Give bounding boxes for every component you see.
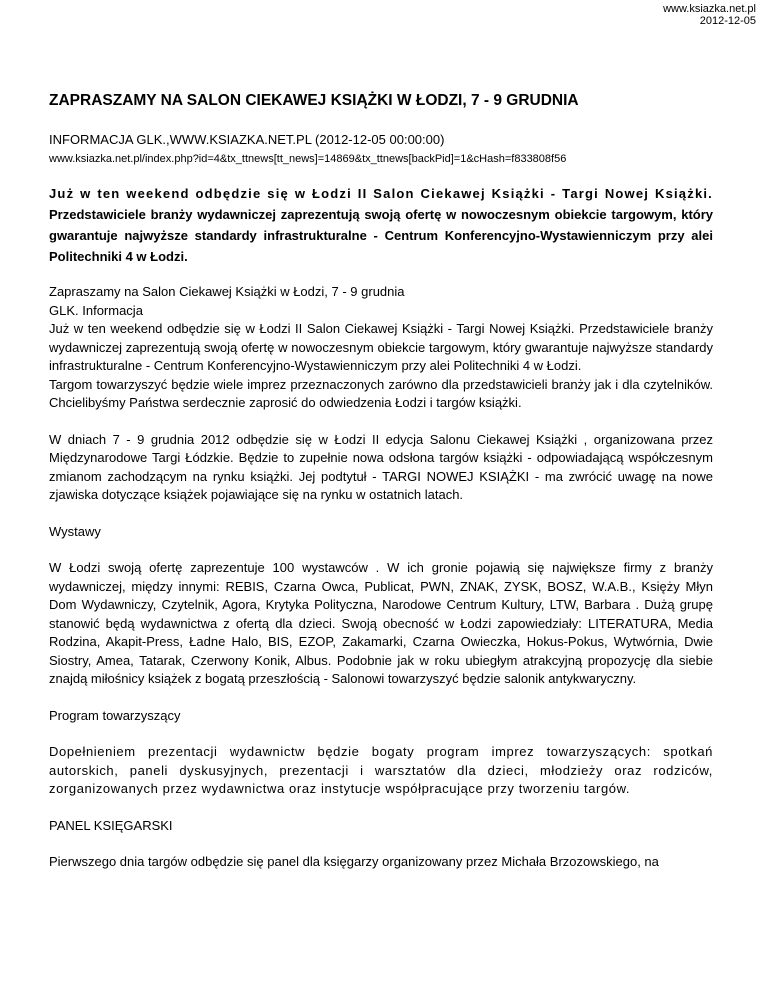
heading-panel: PANEL KSIĘGARSKI <box>49 817 173 833</box>
program-paragraph: Dopełnieniem prezentacji wydawnictw będzie bogaty program imprez towarzyszących: spotkań autorskich, paneli dyskusyjnych, prezentacji i warsztatów dla dzieci, młodzieży oraz rodziców, zorganizowanych przez wydawnictwa oraz instytucje współpracujące przy tworzeniu targów. <box>49 744 713 796</box>
header-date: 2012-12-05 <box>699 15 756 27</box>
exhibitions-paragraph: W Łodzi swoją ofertę zaprezentuje 100 wystawców . W ich gronie pojawią się największe firmy z branży wydawniczej, między innymi: REBIS, Czarna Owca, Publicat, PWN, ZNAK, ZYSK, BOSZ, W.A.B., Księży Młyn Dom Wydawniczy, Czytelnik, Agora, Krytyka Polityczna, Narodowe Centrum Kultury, LTW, Barbara . Dużą grupę stanowić będą wydawnictwa z ofertą dla dzieci. Swoją obecność w Łodzi zapowiedziały: LITERATURA, Media Rodzina, Akapit-Press, Ładne Halo, BIS, EZOP, Zakamarki, Czarna Owieczka, Hokus-Pokus, Wytwórnia, Dwie Siostry, Amea, Tatarak, Czerwony Konik, Albus. Podobnie jak w roku ubiegłym atrakcyjną propozycję dla siebie znajdą miłośnicy książek z bogatą przeszłością - Salonowi towarzyszyć będzie salonik antykwaryczny. <box>49 560 713 686</box>
heading-exhibitions: Wystawy <box>49 523 101 539</box>
article <box>49 90 713 890</box>
intro-line-2: GLK. Informacja <box>49 302 143 318</box>
dates-paragraph: W dniach 7 - 9 grudnia 2012 odbędzie się w Łodzi II edycja Salonu Ciekawej Książki , organizowana przez Międzynarodowe Targi Łódzkie. Będzie to zupełnie nowa odsłona targów książki - odpowiadającą współczesnym zmianom zachodzącym na rynku książki. Jej podtytuł - TARGI NOWEJ KSIĄŻKI - ma zwrócić uwagę na nowe zjawiska dotyczące książek pojawiające się na rynku w ostatnich latach. <box>49 431 713 502</box>
lead-rest: Przedstawiciele branży wydawniczej zaprezentują swoją ofertę w nowoczesnym obiekcie targowym, który gwarantuje najwyższe standardy infrastrukturalne - Centrum Konferencyjno-Wystawienniczym przy alei Politechniki 4 w Łodzi. <box>49 207 713 264</box>
article-lead <box>49 183 713 267</box>
article-title: ZAPRASZAMY NA SALON CIEKAWEJ KSIĄŻKI W ŁODZI, 7 - 9 GRUDNIA <box>49 92 579 109</box>
page-header-meta <box>663 3 756 27</box>
panel-paragraph: Pierwszego dnia targów odbędzie się panel dla księgarzy organizowany przez Michała Brzozowskiego, na <box>49 854 659 869</box>
intro-line-3: Już w ten weekend odbędzie się w Łodzi II Salon Ciekawej Książki - Targi Nowej Książki. Przedstawiciele branży wydawniczej zaprezentują swoją ofertę w nowoczesnym obiekcie targowym, który gwarantuje najwyższe standardy infrastrukturalne - Centrum Konferencyjno-Wystawienniczym przy alei Politechniki 4 w Łodzi. <box>49 321 713 373</box>
intro-line-4: Targom towarzyszyć będzie wiele imprez przeznaczonych zarówno dla przedstawicieli branży jak i dla czytelników. Chcielibyśmy Państwa serdecznie zaprosić do odwiedzenia Łodzi i targów książki. <box>49 376 713 410</box>
header-site: www.ksiazka.net.pl <box>663 3 756 15</box>
article-info: INFORMACJA GLK.,WWW.KSIAZKA.NET.PL (2012-12-05 00:00:00) <box>49 132 445 147</box>
article-url: www.ksiazka.net.pl/index.php?id=4&tx_ttnews[tt_news]=14869&tx_ttnews[backPid]=1&cHash=f833808f56 <box>49 153 567 165</box>
lead-first-sentence: Już w ten weekend odbędzie się w Łodzi II Salon Ciekawej Książki - Targi Nowej Książki. <box>49 186 713 201</box>
intro-line-1: Zapraszamy na Salon Ciekawej Książki w Łodzi, 7 - 9 grudnia <box>49 284 405 299</box>
intro-paragraph <box>49 283 713 413</box>
heading-program: Program towarzyszący <box>49 707 181 723</box>
